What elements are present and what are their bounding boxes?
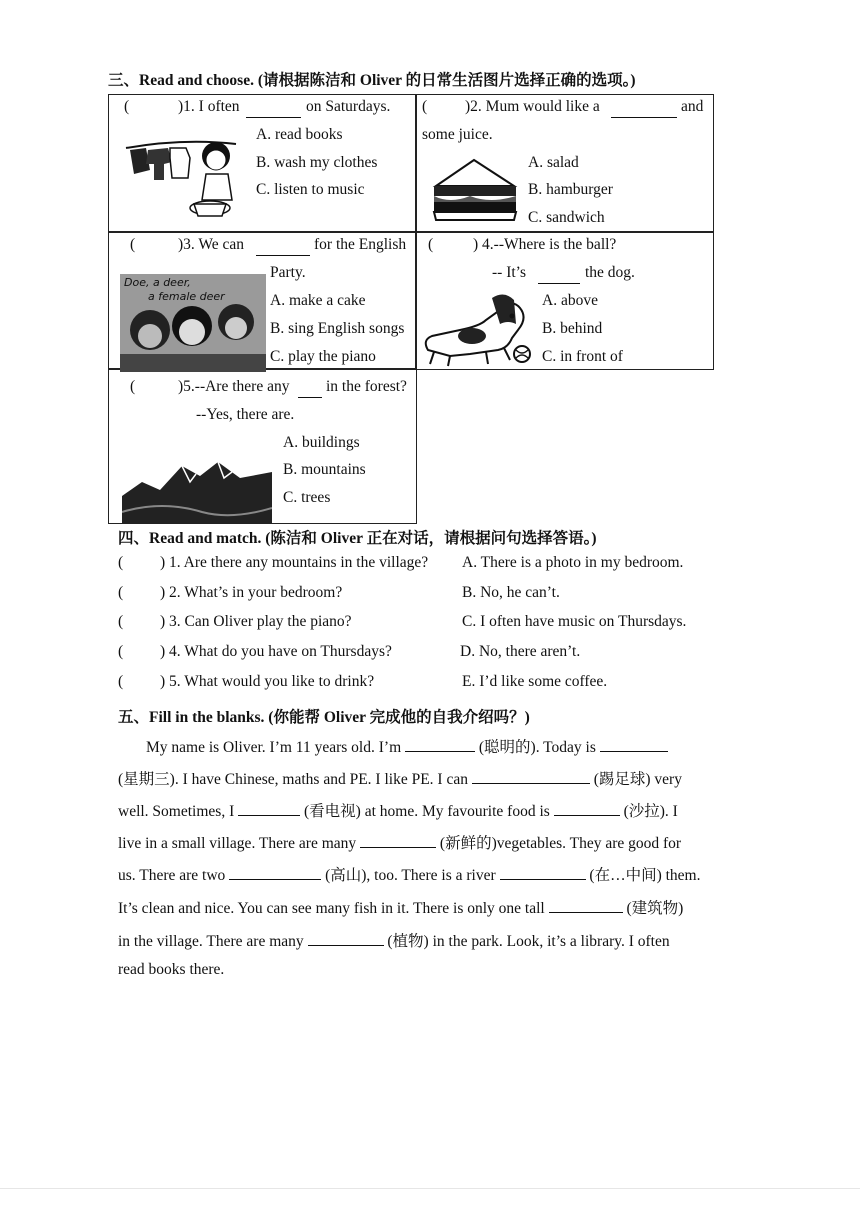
section5-title: 五、Fill in the blanks. (你能帮 Oliver 完成他的自我介绍吗？) [118, 709, 530, 726]
passage-text: well. Sometimes, I [118, 803, 235, 820]
passage-text: (在…中间) them. [589, 867, 701, 884]
passage-text: My name is Oliver. I’m 11 years old. I’m [146, 739, 402, 756]
passage-text: live in a small village. There are many [118, 835, 357, 852]
q1-blank[interactable] [246, 103, 301, 118]
q1-stem: )1. I often [178, 98, 240, 115]
passage-line-7 [118, 929, 708, 951]
q2-stem: )2. Mum would like a [465, 98, 600, 115]
fill-blank[interactable] [238, 801, 300, 816]
q3-stem-cont: Party. [270, 264, 306, 281]
q2-option-a: A. salad [528, 154, 579, 171]
laundry-picture [124, 128, 250, 220]
q3-option-a: A. make a cake [270, 292, 366, 309]
match-paren: ( [118, 643, 124, 660]
match-answer: A. There is a photo in my bedroom. [462, 554, 684, 571]
fill-blank[interactable] [600, 737, 668, 752]
singing-picture [120, 274, 266, 372]
q5-option-c: C. trees [283, 489, 331, 506]
q1-option-c: C. listen to music [256, 181, 365, 198]
passage-line-3 [118, 799, 708, 821]
q2-stem-cont: some juice. [422, 126, 493, 143]
q5-paren: ( [130, 378, 136, 395]
section4-title: 四、Read and match. (陈洁和 Oliver 正在对话，请根据问句选择答语。) [118, 530, 597, 547]
q3-stem: )3. We can [178, 236, 245, 253]
page-bottom-divider [0, 1188, 860, 1189]
q5-stem: )5.--Are there any [178, 378, 290, 395]
match-question: ) 2. What’s in your bedroom? [160, 584, 343, 601]
match-question: ) 1. Are there any mountains in the village? [160, 554, 429, 571]
passage-text: us. There are two [118, 867, 226, 884]
q1-option-b: B. wash my clothes [256, 154, 378, 171]
picture-text-line2: a female deer [148, 290, 225, 303]
match-answer: E. I’d like some coffee. [462, 673, 608, 690]
match-paren: ( [118, 613, 124, 630]
fill-blank[interactable] [549, 898, 623, 913]
passage-text: (新鲜的)vegetables. They are good for [439, 835, 682, 852]
q1-option-a: A. read books [256, 126, 343, 143]
match-question: ) 4. What do you have on Thursdays? [160, 643, 392, 660]
q4-stem-end: the dog. [585, 264, 635, 281]
q3-blank[interactable] [256, 241, 310, 256]
q2-option-c: C. sandwich [528, 209, 605, 226]
passage-text: (踢足球) very [593, 771, 682, 788]
passage-text: (星期三). I have Chinese, maths and PE. I like PE. I can [118, 771, 468, 788]
q4-option-c: C. in front of [542, 348, 623, 365]
q3-option-b: B. sing English songs [270, 320, 405, 337]
q3-option-c: C. play the piano [270, 348, 376, 365]
passage-text: (高山), too. There is a river [325, 867, 496, 884]
section3-title: 三、Read and choose. (请根据陈洁和 Oliver 的日常生活图片选择正确的选项。) [108, 72, 636, 89]
q2-paren: ( [422, 98, 428, 115]
q1-stem-end: on Saturdays. [306, 98, 391, 115]
match-paren: ( [118, 673, 124, 690]
q2-option-b: B. hamburger [528, 181, 613, 198]
fill-blank[interactable] [472, 769, 590, 784]
passage-text: (沙拉). I [623, 803, 678, 820]
passage-line-2 [118, 767, 708, 789]
passage-text: It’s clean and nice. You can see many fish in it. There is only one tall [118, 900, 545, 917]
dog-and-ball-picture [420, 290, 536, 370]
q2-stem-end: and [681, 98, 704, 115]
passage-text: (聪明的). Today is [478, 739, 596, 756]
match-paren: ( [118, 584, 124, 601]
q3-paren: ( [130, 236, 136, 253]
match-answer: C. I often have music on Thursdays. [462, 613, 687, 630]
passage-line-6 [118, 896, 708, 918]
q4-stem: ) 4.--Where is the ball? [473, 236, 617, 253]
passage-text: (建筑物) [626, 900, 684, 917]
passage-text: read books there. [118, 961, 225, 978]
q1-paren: ( [124, 98, 130, 115]
fill-blank[interactable] [360, 833, 436, 848]
picture-text-line1: Doe, a deer, [124, 276, 191, 289]
q5-option-b: B. mountains [283, 461, 366, 478]
q4-option-a: A. above [542, 292, 598, 309]
passage-text: (看电视) at home. My favourite food is [304, 803, 550, 820]
mountains-picture [122, 452, 272, 524]
passage-text: (植物) in the park. Look, it’s a library. I often [387, 933, 670, 950]
q5-stem-end: in the forest? [326, 378, 407, 395]
q4-paren: ( [428, 236, 434, 253]
fill-blank[interactable] [554, 801, 620, 816]
q4-stem-2: -- It’s [492, 264, 527, 281]
match-question: ) 3. Can Oliver play the piano? [160, 613, 352, 630]
fill-blank[interactable] [405, 737, 475, 752]
sandwich-picture [430, 156, 518, 224]
q5-option-a: A. buildings [283, 434, 360, 451]
passage-line-5 [118, 863, 708, 885]
match-answer: D. No, there aren’t. [460, 643, 581, 660]
fill-blank[interactable] [308, 931, 384, 946]
q2-blank[interactable] [611, 103, 677, 118]
q3-stem-end: for the English [314, 236, 407, 253]
q4-blank[interactable] [538, 269, 580, 284]
q4-option-b: B. behind [542, 320, 603, 337]
match-answer: B. No, he can’t. [462, 584, 560, 601]
fill-blank[interactable] [500, 865, 586, 880]
match-question: ) 5. What would you like to drink? [160, 673, 375, 690]
passage-line-8 [118, 961, 708, 979]
passage-line-1 [146, 735, 736, 757]
passage-line-4 [118, 831, 708, 853]
passage-text: in the village. There are many [118, 933, 304, 950]
fill-blank[interactable] [229, 865, 321, 880]
match-paren: ( [118, 554, 124, 571]
q5-stem-cont: --Yes, there are. [196, 406, 295, 423]
q5-blank[interactable] [298, 383, 322, 398]
